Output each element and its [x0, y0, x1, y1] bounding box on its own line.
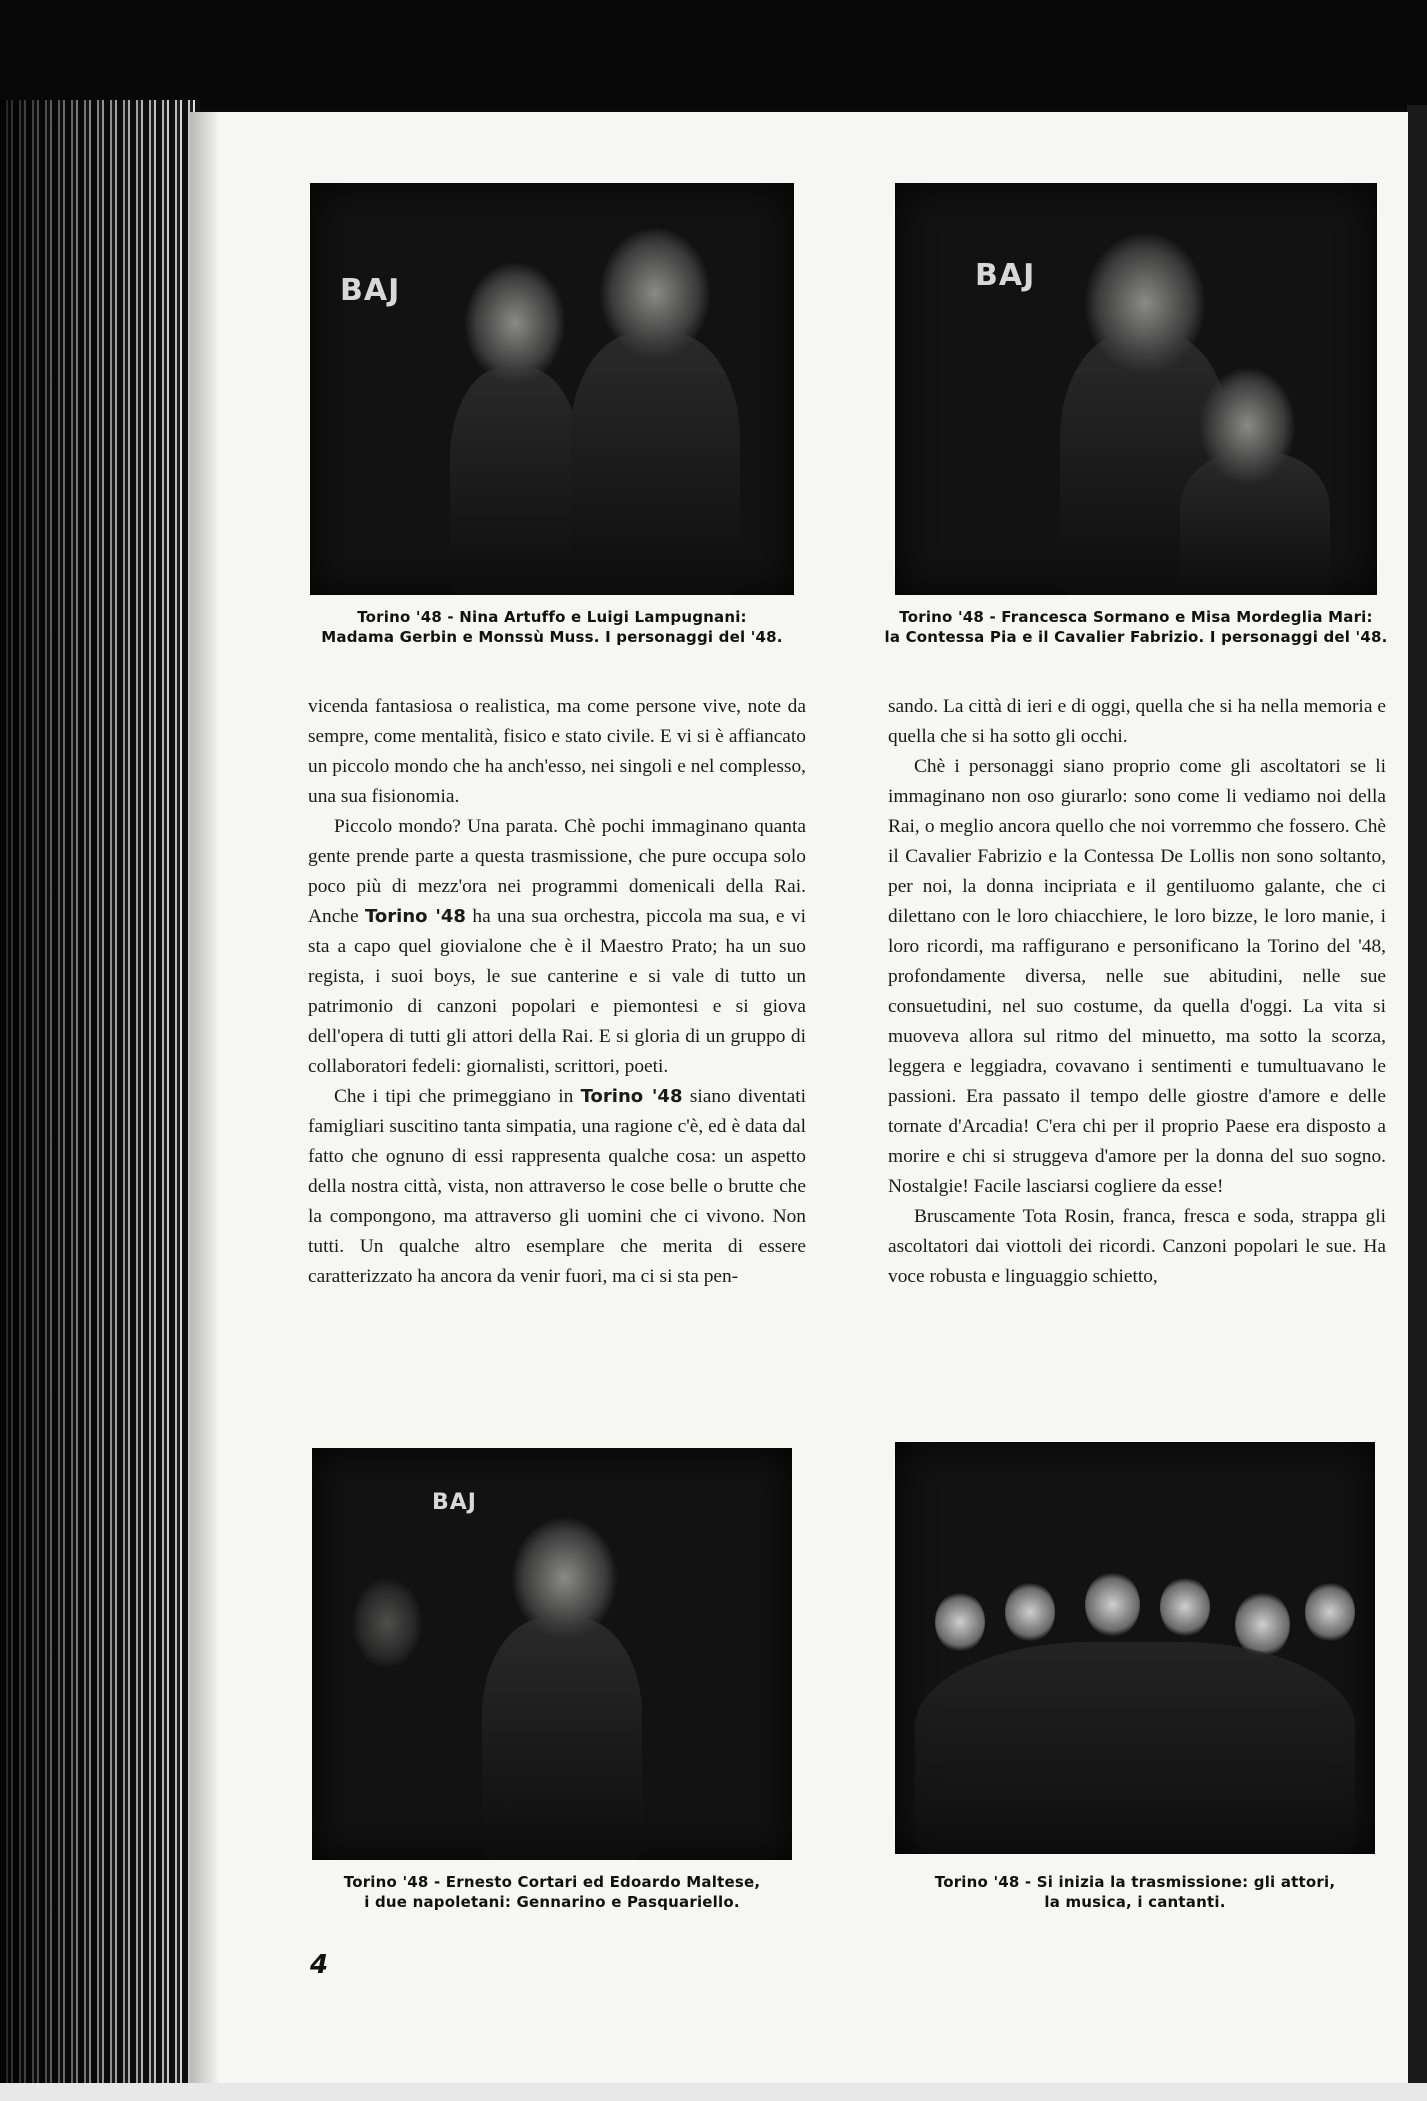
- paragraph: sando. La città di ieri e di oggi, quella che si ha nella memoria e quella che si ha sotto gli occhi.: [888, 696, 1386, 747]
- crowd-bodies: [915, 1642, 1355, 1854]
- performer-6: [1305, 1582, 1355, 1642]
- paragraph: Piccolo mondo? Una parata. Chè pochi immaginano quanta gente prende parte a questa trasmissione, che pure occupa solo poco più di mezz'ora nei programmi domenicali della Rai. Anche Torino '48 ha una sua orchestra, piccola ma sua, e vi sta a capo quel giovialone che è il Maestro Prato; ha un suo regista, i suoi boys, le sue canterine e si vale di tutto un patrimonio di canzoni popolari e piemontesi e si giova dell'opera di tutti gli attori della Rai. E si gloria di un gruppo di collaboratori fedeli: giornalisti, scrittori, poeti.: [308, 816, 806, 1077]
- photo-caption-3: Torino '48 - Ernesto Cortari ed Edoardo Maltese, i due napoletani: Gennarino e Pasquariello.: [343, 1873, 761, 1911]
- program-title: Torino '48: [580, 1086, 683, 1107]
- crown-logo: BAJ: [432, 1490, 477, 1515]
- figure-man-body: [482, 1618, 642, 1860]
- photo-caption-1: Torino '48 - Nina Artuffo e Luigi Lampugnani: Madama Gerbin e Monssù Muss. I personaggi del '48.: [321, 608, 783, 646]
- performer-4: [1160, 1577, 1210, 1637]
- figure-woman-face: [1200, 368, 1295, 483]
- article-column-right: [888, 692, 1386, 1292]
- photo-artuffo-lampugnani: [310, 183, 794, 595]
- paragraph: vicenda fantasiosa o realistica, ma come persone vive, note da sempre, come mentalità, fisico e stato civile. E vi si è affiancato un piccolo mondo che ha anch'esso, nei singoli e nel complesso, una sua fisionomia.: [308, 696, 806, 807]
- crown-logo: BAJ: [340, 273, 401, 308]
- page-number: 4: [310, 1950, 329, 1980]
- paragraph: Che i tipi che primeggiano in Torino '48 siano diventati famigliari suscitino tanta simpatia, una ragione c'è, ed è data dal fatto che ognuno di essi rappresenta qualche cosa: un aspetto della nostra città, vista, non attraverso le cose belle o brutte che la compongono, ma attraverso gli uomini che ci vivono. Non tutti. Un qualche altro esemplare che merita di essere caratterizzato ha ancora da venir fuori, ma ci si sta pen-: [308, 1086, 806, 1287]
- scan-border-bottom: [0, 2083, 1427, 2101]
- crown-logo: BAJ: [975, 258, 1036, 293]
- scan-border-right: [1407, 105, 1427, 2101]
- article-column-left: [308, 692, 806, 1292]
- book-page-edges: [0, 100, 200, 2090]
- figure-man-face-2: [352, 1578, 422, 1668]
- figure-woman-body: [450, 368, 580, 595]
- figure-man-face: [1085, 233, 1205, 373]
- performer-2: [1005, 1582, 1055, 1642]
- scan-border-top: [0, 0, 1427, 110]
- performer-1: [935, 1592, 985, 1652]
- photo-caption-2: Torino '48 - Francesca Sormano e Misa Mordeglia Mari: la Contessa Pia e il Cavalier Fabrizio. I personaggi del '48.: [884, 608, 1388, 646]
- photo-caption-4: Torino '48 - Si inizia la trasmissione: gli attori, la musica, i cantanti.: [934, 1873, 1336, 1911]
- photo-cortari-maltese: [312, 1448, 792, 1860]
- figure-man-body: [570, 333, 740, 595]
- figure-man-face: [600, 228, 710, 358]
- figure-man-face: [512, 1518, 617, 1638]
- performer-3: [1085, 1572, 1140, 1637]
- magazine-page: [190, 112, 1408, 2090]
- photo-broadcast-start: [895, 1442, 1375, 1854]
- photo-sormano-mordeglia: [895, 183, 1377, 595]
- figure-woman-face: [465, 263, 565, 383]
- program-title: Torino '48: [365, 906, 466, 927]
- paragraph: Chè i personaggi siano proprio come gli ascoltatori se li immaginano non oso giurarlo: sono come li vediamo noi della Rai, o meglio ancora quello che noi vorremmo che fossero. Chè il Cavalier Fabrizio e la Contessa De Lollis non sono soltanto, per noi, la donna incipriata e il gentiluomo galante, che ci dilettano con le loro chiacchiere, le loro bizze, le loro manie, i loro ricordi, ma raffigurano e personificano la Torino del '48, profondamente diversa, nelle sue abitudini, nelle sue consuetudini, nel suo costume, da quella d'oggi. La vita si muoveva allora sul ritmo del minuetto, ma sotto la scorza, leggera e leggiadra, covavano i sentimenti e tumultuavano le passioni. Era passato il tempo delle giostre d'amore e delle tornate d'Arcadia! C'era chi per il proprio Paese era disposto a morire e chi si struggeva d'amore per la donna del suo sogno. Nostalgie! Facile lasciarsi cogliere da esse!: [888, 756, 1386, 1197]
- paragraph: Bruscamente Tota Rosin, franca, fresca e soda, strappa gli ascoltatori dai viottoli dei ricordi. Canzoni popolari le sue. Ha voce robusta e linguaggio schietto,: [888, 1206, 1386, 1287]
